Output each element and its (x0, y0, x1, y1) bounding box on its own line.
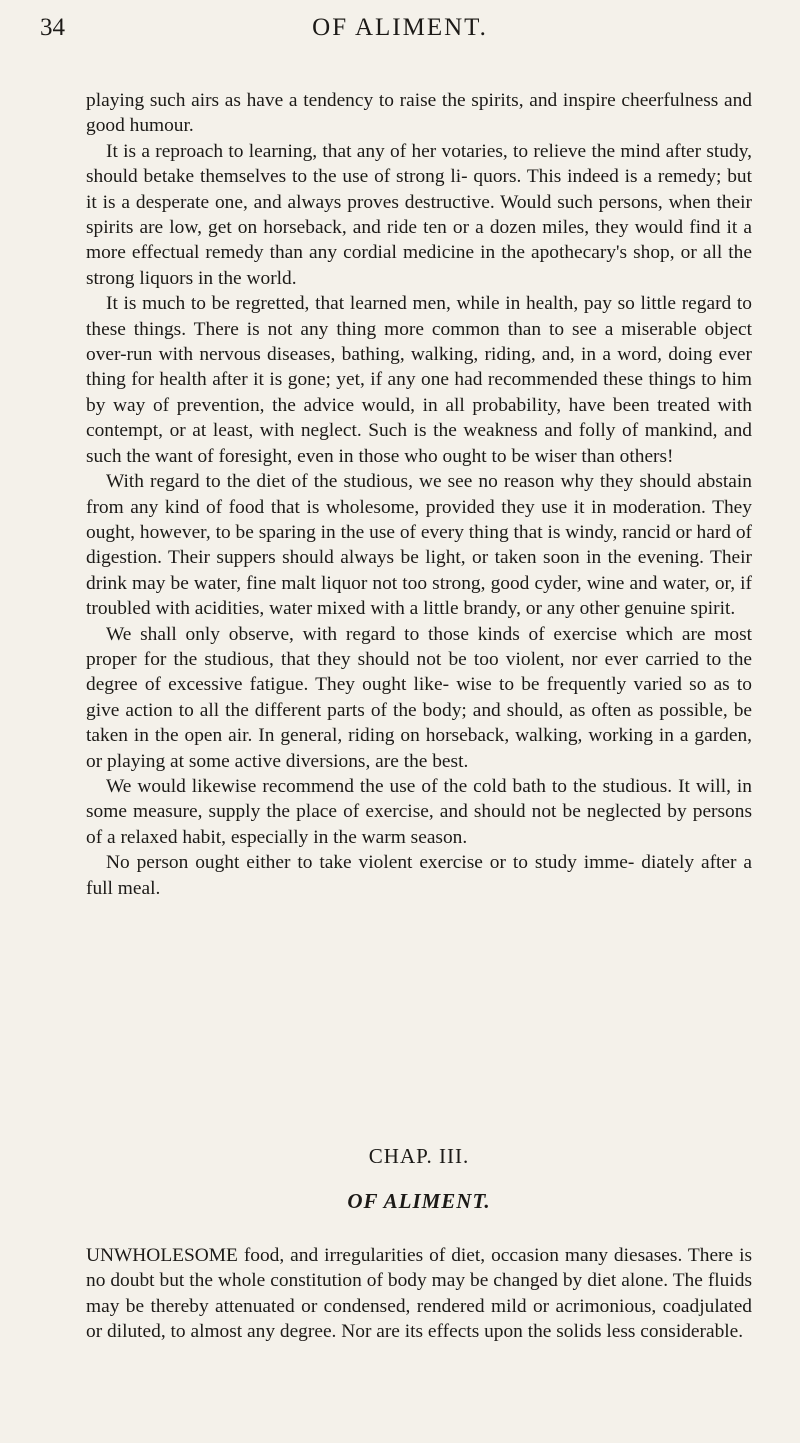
paragraph: It is a reproach to learning, that any of her votaries, to relieve the mind after study, should betake themselves to the use of strong li- quors. This indeed is a remedy; but it is a desperate one, and always proves destructive. Would such persons, when their spirits are low, get on horseback, and ride ten or a dozen miles, they would find it a more effectual remedy than any cordial medicine in the apothecary's shop, or all the strong liquors in the world. (86, 140, 752, 289)
paragraph: We shall only observe, with regard to those kinds of exercise which are most proper for the studious, that they should not be too violent, nor ever carried to the degree of excessive fatigue. They ought like- wise to be frequently varied so as to give action to all the different parts of the body; and should, as often as possible, be taken in the open air. In general, riding on horseback, walking, working in a garden, or playing at some active diversions, are the best. (86, 623, 752, 772)
running-head: OF ALIMENT. (312, 14, 488, 41)
chapter-title: OF ALIMENT. (347, 1189, 491, 1213)
paragraph: UNWHOLESOME food, and irregularities of diet, occasion many diesases. There is no doubt but the whole constitution of body may be changed by diet alone. The fluids may be thereby attenuated or condensed, rendered mild or acrimonious, coadjulated or diluted, to almost any degree. Nor are its effects upon the solids less considerable. (86, 1245, 752, 1343)
paragraph: No person ought either to take violent exercise or to study imme- diately after a full meal. (86, 852, 752, 899)
paragraph: With regard to the diet of the studious, we see no reason why they should abstain from any kind of food that is wholesome, provided they use it in moderation. They ought, however, to be sparing in the use of every thing that is windy, rancid or hard of digestion. Their suppers should always be light, or taken soon in the evening. Their drink may be water, fine malt liquor not too strong, good cyder, wine and water, or, if troubled with acidities, water mixed with a little brandy, or any other genuine spirit. (86, 471, 752, 620)
body-text (86, 88, 752, 901)
paragraph: We would likewise recommend the use of the cold bath to the studious. It will, in some measure, supply the place of exercise, and should not be neglected by persons of a relaxed habit, especially in the warm season. (86, 775, 752, 848)
chapter-text (86, 1243, 752, 1345)
paragraph: It is much to be regretted, that learned men, while in health, pay so little regard to these things. There is not any thing more common than to see a miserable object over-run with nervous diseases, bathing, walking, riding, and, in a word, doing ever thing for health after it is gone; yet, if any one had recommended these things to him by way of prevention, the advice would, in all probability, have been treated with contempt, or at least, with neglect. Such is the weakness and folly of mankind, and such the want of foresight, even in those who ought to be wiser than others! (86, 293, 752, 467)
paragraph: playing such airs as have a tendency to raise the spirits, and inspire cheerfulness and good humour. (86, 90, 752, 137)
page-header (40, 8, 760, 58)
page-number: 34 (40, 14, 65, 41)
chapter-heading: CHAP. III. (368, 1144, 470, 1168)
